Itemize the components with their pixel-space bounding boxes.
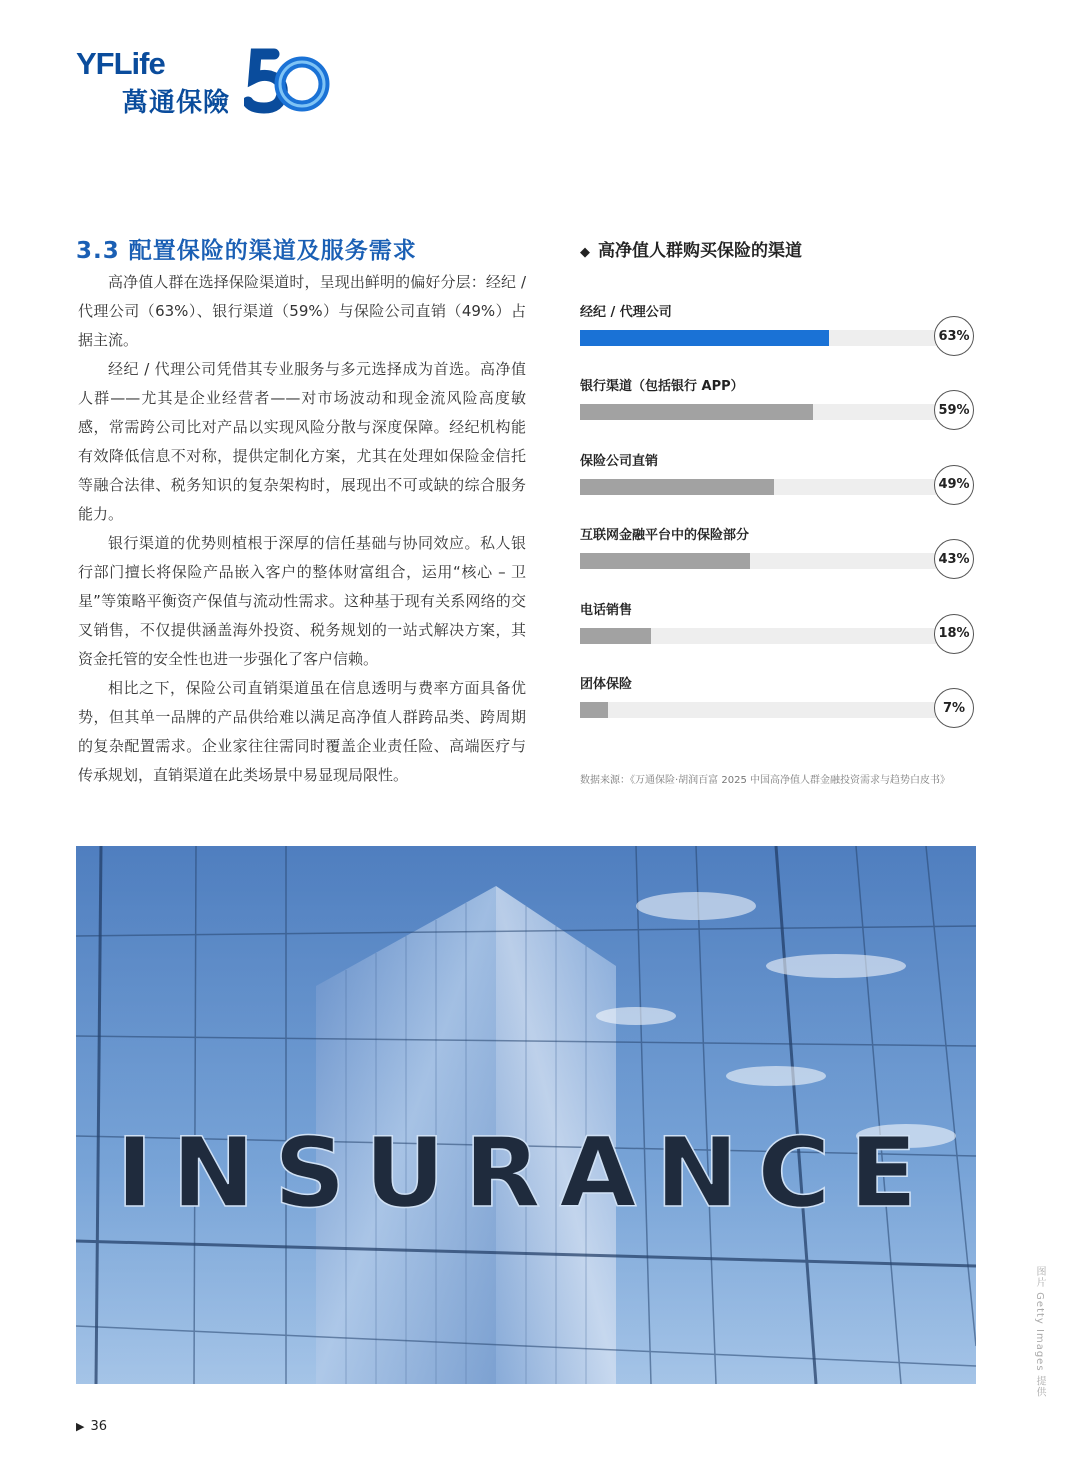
bar	[580, 330, 829, 346]
body-text	[78, 268, 526, 790]
bar-track	[580, 330, 936, 346]
diamond-icon: ◆	[580, 245, 590, 260]
paragraph-4: 相比之下，保险公司直销渠道虽在信息透明与费率方面具备优势，但其单一品牌的产品供给难以满足高净值人群跨品类、跨周期的复杂配置需求。企业家往往需同时覆盖企业责任险、高端医疗与传承规划，直销渠道在此类场景中易显现局限性。	[78, 679, 526, 784]
bar-row	[580, 450, 980, 520]
bar	[580, 404, 813, 420]
photo-credit: 图片 Getty Images 提供	[1034, 1266, 1045, 1398]
bar-category-label: 团体保险	[580, 677, 633, 692]
bar-value-label: 18%	[934, 614, 974, 654]
bar-category-label: 保险公司直销	[580, 453, 659, 469]
bar-track	[580, 628, 936, 644]
page-number	[76, 1419, 107, 1434]
bar-row	[580, 524, 980, 594]
bar	[580, 553, 750, 569]
bar-category-label: 银行渠道（包括银行 APP）	[580, 379, 744, 395]
bar	[580, 702, 608, 718]
bar-value-label: 59%	[934, 390, 974, 430]
paragraph-2: 经纪 / 代理公司凭借其专业服务与多元选择成为首选。高净值人群——尤其是企业经营者——对市场波动和现金流风险高度敏感，常需跨公司比对产品以实现风险分散与深度保障。经纪机构能有效降低信息不对称，提供定制化方案，尤其在处理如保险金信托等融合法律、税务知识的复杂架构时，展现出不可或缺的综合服务能力。	[78, 360, 526, 523]
bar-track	[580, 404, 936, 420]
bar	[580, 479, 774, 495]
bar-track	[580, 553, 936, 569]
insurance-sign: INSURANCE	[116, 1117, 936, 1229]
bar-category-label: 互联网金融平台中的保险部分	[580, 528, 750, 544]
bar	[580, 628, 651, 644]
triangle-icon: ▶	[76, 1420, 85, 1433]
page-number-text: 36	[90, 1419, 108, 1434]
data-source: 数据来源：《万通保险·胡润百富 2025 中国高净值人群金融投资需求与趋势白皮书》	[580, 775, 950, 786]
section-title: 3.3 配置保险的渠道及服务需求	[76, 238, 417, 264]
anniversary-50-logo	[244, 44, 334, 120]
brand-logo	[76, 44, 336, 124]
bar-row	[580, 673, 980, 743]
chart-title-text: 高净值人群购买保险的渠道	[598, 241, 802, 261]
bar-category-label: 电话销售	[580, 602, 633, 618]
paragraph-3: 银行渠道的优势则植根于深厚的信任基础与协同效应。私人银行部门擅长将保险产品嵌入客户的整体财富组合，运用“核心 – 卫星”等策略平衡资产保值与流动性需求。这种基于现有关系网络的交叉销售，不仅提供涵盖海外投资、税务规划的一站式解决方案，其资金托管的安全性也进一步强化了客户信赖。	[78, 534, 526, 668]
paragraph-1: 高净值人群在选择保险渠道时，呈现出鲜明的偏好分层：经纪 / 代理公司（63%）、银行渠道（59%）与保险公司直销（49%）占据主流。	[78, 273, 526, 349]
bar-row	[580, 301, 980, 371]
bar-value-label: 63%	[934, 316, 974, 356]
insurance-building-photo	[76, 846, 976, 1384]
bar-track	[580, 702, 936, 718]
bar-row	[580, 375, 980, 445]
bar-row	[580, 599, 980, 669]
chart-title	[580, 236, 802, 261]
bar-category-label: 经纪 / 代理公司	[580, 305, 672, 320]
logo-brand-en: YFLife	[76, 46, 165, 81]
bar-value-label: 7%	[934, 688, 974, 728]
bar-value-label: 49%	[934, 465, 974, 505]
logo-brand-cn: 萬通保險	[122, 88, 231, 118]
bar-value-label: 43%	[934, 539, 974, 579]
bar-track	[580, 479, 936, 495]
